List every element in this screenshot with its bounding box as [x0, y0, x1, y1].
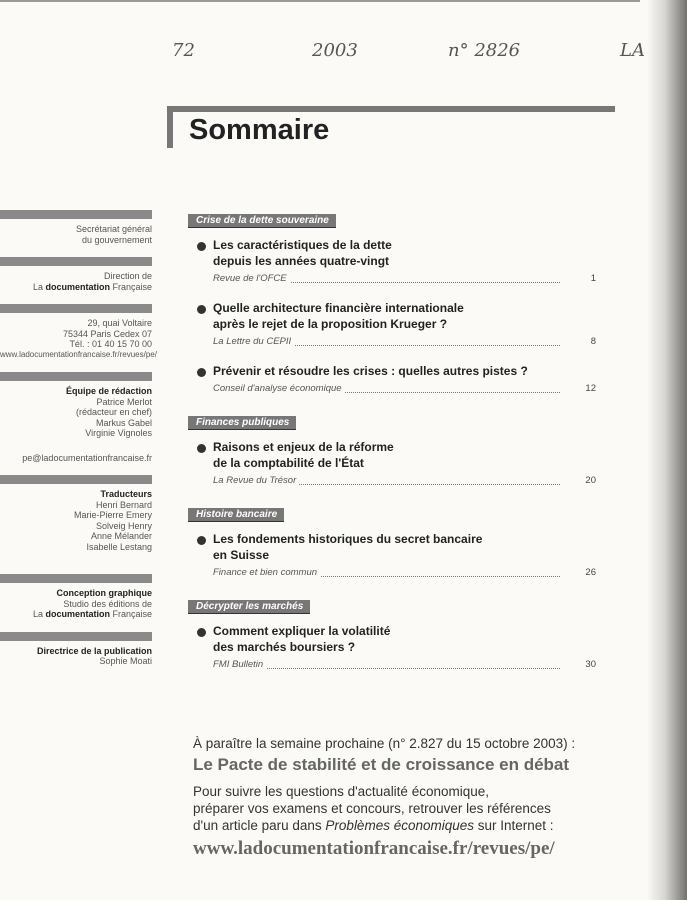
design-block: [0, 588, 152, 620]
entry-source-line: [213, 566, 596, 580]
translator-name: Isabelle Lestang: [86, 541, 152, 552]
entry-source-line: [213, 272, 596, 286]
masthead-sidebar: [0, 210, 157, 679]
promo-paragraph: Pour suivre les questions d'actualité économique, préparer vos examens et concours, retrouver les références d'un article paru dans Problèmes économiques sur Internet :: [193, 784, 554, 833]
entry-title: Quelle architecture financière internationale après le rejet de la proposition Krueger ?: [213, 301, 464, 331]
bullet-icon: [197, 444, 206, 453]
direction-line: Direction de: [103, 271, 152, 281]
toc-entry[interactable]: [188, 531, 596, 580]
editor-name: Patrice Merlot: [96, 396, 152, 407]
next-issue-headline: Le Pacte de stabilité et de croissance en débat: [193, 755, 570, 774]
entry-page: 26: [585, 567, 596, 578]
translator-name: Marie-Pierre Emery: [73, 510, 152, 520]
entry-title: Comment expliquer la volatilité des marchés boursiers ?: [213, 624, 391, 654]
translator-name: Solveig Henry: [95, 520, 152, 531]
bullet-icon: [197, 242, 206, 251]
website-link[interactable]: www.ladocumentationfrancaise.fr/revues/pe/: [193, 838, 555, 859]
entry-source-line: [213, 658, 596, 672]
title-rule: [167, 106, 615, 112]
next-issue-footer: [193, 736, 663, 860]
design-line: Studio des éditions de: [63, 598, 152, 609]
director-block: [0, 646, 152, 667]
section-label: Crise de la dette souveraine: [188, 214, 336, 228]
entry-page: 20: [585, 475, 596, 486]
translator-name: Anne Mélander: [90, 531, 152, 541]
entry-source: FMI Bulletin: [213, 659, 266, 670]
page-title: Sommaire: [189, 114, 330, 146]
translator-name: Henri Bernard: [95, 499, 152, 510]
section-label: Décrypter les marchés: [188, 600, 310, 614]
design-heading: Conception graphique: [56, 588, 152, 598]
entry-source: La Lettre du CEPII: [213, 336, 294, 347]
sidebar-rule: [0, 257, 152, 266]
section-label: Finances publiques: [188, 416, 296, 430]
website: www.ladocumentationfrancaise.fr/revues/pe/: [0, 349, 157, 359]
editor-name: Markus Gabel: [95, 417, 152, 428]
table-of-contents: [188, 210, 596, 672]
title-block: [167, 106, 615, 148]
toc-entry[interactable]: [188, 300, 596, 349]
address-block: [0, 318, 157, 360]
section-finances: [188, 412, 596, 488]
director-heading: Directrice de la publication: [36, 645, 152, 656]
entry-source-line: [213, 335, 596, 349]
bullet-icon: [197, 536, 206, 545]
entry-source-line: [213, 474, 596, 488]
title-bar: [167, 106, 173, 148]
publisher-block: [0, 224, 152, 245]
entry-source: Finance et bien commun: [213, 567, 320, 578]
phone: Tél. : 01 40 15 70 00: [69, 339, 152, 349]
bullet-icon: [197, 368, 206, 377]
translators-block: [0, 489, 152, 552]
handwritten-issue: n° 2826: [448, 40, 521, 61]
section-crise: [188, 210, 596, 396]
sidebar-rule: [0, 475, 152, 484]
handwritten-year: 2003: [312, 40, 358, 61]
entry-page: 8: [590, 336, 596, 347]
editor-name: Virginie Vignoles: [85, 428, 152, 438]
bullet-icon: [197, 628, 206, 637]
bullet-icon: [197, 305, 206, 314]
design-name: La documentation Française: [32, 609, 152, 619]
entry-source: Revue de l'OFCE: [213, 273, 290, 284]
direction-block: [0, 271, 152, 292]
editorial-heading: Équipe de rédaction: [65, 386, 152, 396]
translators-heading: Traducteurs: [100, 489, 152, 499]
toc-entry[interactable]: [188, 237, 596, 286]
entry-page: 1: [590, 273, 596, 284]
handwritten-number: 72: [172, 40, 195, 61]
toc-entry[interactable]: [188, 623, 596, 672]
entry-source: La Revue du Trésor: [213, 475, 299, 486]
sidebar-rule: [0, 574, 152, 583]
entry-title: Raisons et enjeux de la réforme de la comptabilité de l'État: [213, 440, 394, 470]
section-histoire: [188, 504, 596, 580]
section-marches: [188, 596, 596, 672]
toc-entry[interactable]: [188, 363, 596, 396]
sidebar-rule: [0, 304, 152, 313]
editor-role: (rédacteur en chef): [75, 407, 152, 417]
sidebar-rule: [0, 372, 152, 381]
publisher-line: Secrétariat général: [75, 224, 152, 234]
entry-source: Conseil d'analyse économique: [213, 383, 345, 394]
page-top-edge: [0, 0, 640, 2]
entry-title: Les caractéristiques de la dette depuis les années quatre-vingt: [213, 238, 392, 268]
sidebar-rule: [0, 632, 152, 641]
next-issue-announcement: À paraître la semaine prochaine (n° 2.827 du 15 octobre 2003) :: [193, 736, 576, 751]
address-line: 75344 Paris Cedex 07: [62, 328, 152, 339]
direction-name: La documentation Française: [32, 281, 152, 292]
handwritten-initials: LA: [620, 40, 645, 61]
address-line: 29, quai Voltaire: [87, 318, 152, 328]
entry-page: 30: [585, 659, 596, 670]
entry-title: Les fondements historiques du secret bancaire en Suisse: [213, 532, 483, 562]
sidebar-rule: [0, 210, 152, 219]
entry-page: 12: [585, 383, 596, 394]
section-label: Histoire bancaire: [188, 508, 284, 522]
entry-title: Prévenir et résoudre les crises : quelles autres pistes ?: [213, 364, 528, 378]
editorial-block: [0, 386, 152, 439]
publisher-line: du gouvernement: [81, 234, 152, 245]
director-name: Sophie Moati: [99, 656, 152, 666]
toc-entry[interactable]: [188, 439, 596, 488]
entry-source-line: [213, 382, 596, 396]
email: pe@ladocumentationfrancaise.fr: [22, 452, 152, 463]
